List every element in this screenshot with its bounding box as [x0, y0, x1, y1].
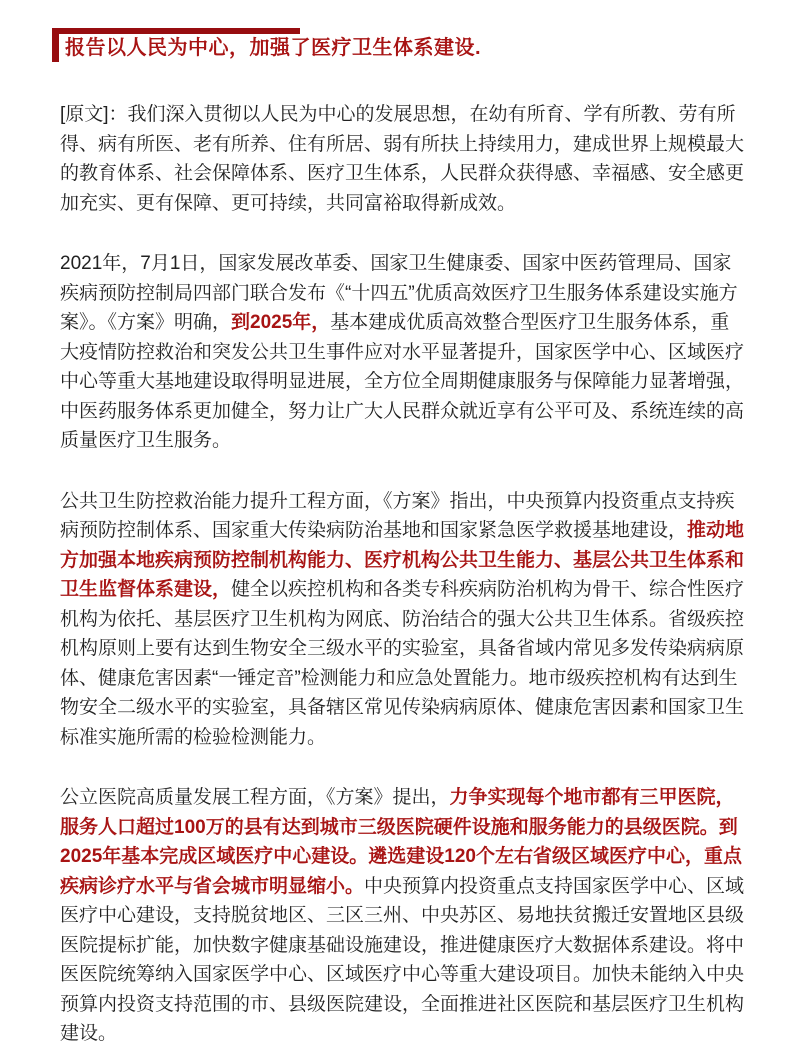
article-header: [52, 28, 752, 62]
article-body: [60, 100, 745, 1049]
paragraph-public-hospitals: [60, 783, 745, 1049]
paragraph-original-quote: [60, 100, 745, 218]
text-segment: 基本建成优质高效整合型医疗卫生服务体系，重大疫情防控救治和突发公共卫生事件应对水平显著提升，国家医学中心、区域医疗中心等重大基地建设取得明显进展，全方位全周期健康服务与保障能力显著增强，中医药服务体系更加健全，努力让广大人民群众就近享有公平可及、系统连续的高质量医疗卫生服务。: [60, 312, 745, 451]
text-segment: 公共卫生防控救治能力提升工程方面，《方案》指出，中央预算内投资重点支持疾病预防控制体系、国家重大传染病防治基地和国家紧急医学救援基地建设，: [60, 490, 735, 541]
paragraph-public-health: [60, 487, 745, 753]
text-segment-highlight: 到2025年，: [231, 312, 331, 333]
text-segment-highlight: 力争实现每个地市都有三甲医院，服务人口超过100万的县有达到城市三级医院硬件设施和服务能力的县级医院。到2025年基本完成区域医疗中心建设。遴选建设120个左右省级区域医疗中心，重点疾病诊疗水平与省会城市明显缩小。: [60, 787, 742, 897]
paragraph-plan-announcement: [60, 249, 745, 456]
text-segment-highlight: 推动地方加强本地疾病预防控制机构能力、医疗机构公共卫生能力、基层公共卫生体系和卫生监督体系建设，: [60, 520, 745, 600]
text-segment: 2021年，7月1日，国家发展改革委、国家卫生健康委、国家中医药管理局、国家疾病预防控制局四部门联合发布《“十四五”优质高效医疗卫生服务体系建设实施方案》。《方案》明确，: [60, 253, 738, 333]
text-segment: 公立医院高质量发展工程方面，《方案》提出，: [60, 787, 450, 808]
article-title: 报告以人民为中心，加强了医疗卫生体系建设.: [52, 34, 752, 62]
text-segment: 健全以疾控机构和各类专科疾病防治机构为骨干、综合性医疗机构为依托、基层医疗卫生机构为网底、防治结合的强大公共卫生体系。省级疾控机构原则上要有达到生物安全三级水平的实验室，具备省域内常见多发传染病病原体、健康危害因素“一锤定音”检测能力和应急处置能力。地市级疾控机构有达到生物安全二级水平的实验室，具备辖区常见传染病病原体、健康危害因素和国家卫生标准实施所需的检验检测能力。: [60, 579, 745, 748]
text-segment: 中央预算内投资重点支持国家医学中心、区域医疗中心建设，支持脱贫地区、三区三州、中央苏区、易地扶贫搬迁安置地区县级医院提标扩能，加快数字健康基础设施建设，推进健康医疗大数据体系建设。将中医医院统筹纳入国家医学中心、区域医疗中心等重大建设项目。加快未能纳入中央预算内投资支持范围的市、县级医院建设，全面推进社区医院和基层医疗卫生机构建设。: [60, 875, 745, 1044]
text-segment: [原文]：我们深入贯彻以人民为中心的发展思想，在幼有所育、学有所教、劳有所得、病有所医、老有所养、住有所居、弱有所扶上持续用力，建成世界上规模最大的教育体系、社会保障体系、医疗卫生体系，人民群众获得感、幸福感、安全感更加充实、更有保障、更可持续，共同富裕取得新成效。: [60, 104, 745, 214]
